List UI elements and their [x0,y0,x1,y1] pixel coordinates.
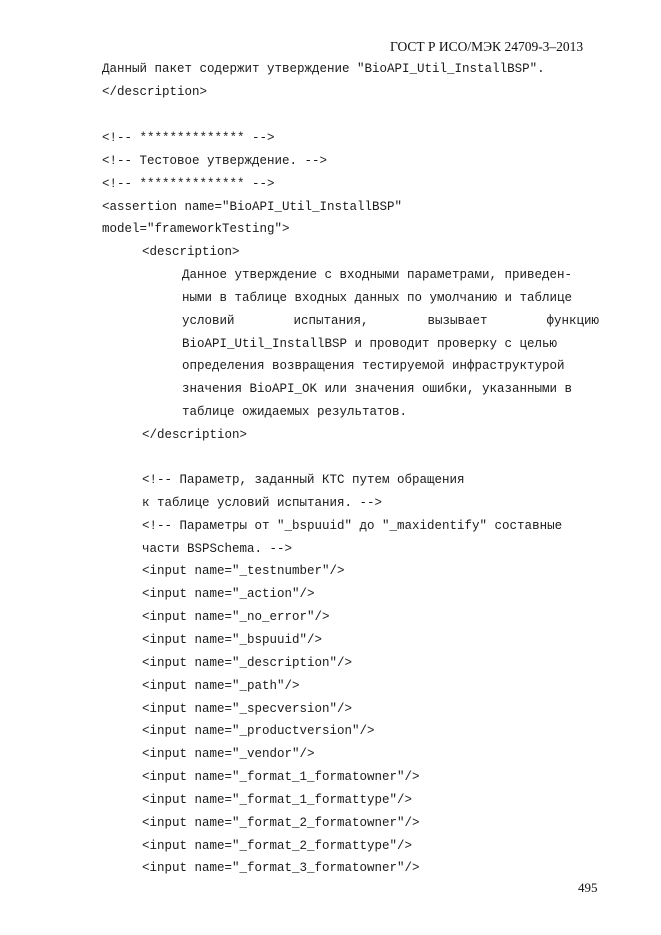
description-text-line: Данное утверждение с входными параметрами, приведен- [182,268,573,282]
code-line: <!-- ************** --> [102,131,275,145]
input-line: <input name="_format_1_formatowner"/> [142,770,420,784]
code-line: <!-- Тестовое утверждение. --> [102,154,328,168]
code-line: </description> [102,85,208,99]
code-line: части BSPSchema. --> [142,542,293,556]
code-line: Данный пакет содержит утверждение "BioAPI_Util_InstallBSP". [102,62,545,76]
word: вызывает [427,314,488,328]
code-line: к таблице условий испытания. --> [142,496,383,510]
description-text-line: определения возвращения тестируемой инфраструктурой [182,359,565,373]
code-line: <!-- Параметр, заданный КТС путем обращения [142,473,465,487]
input-line: <input name="_path"/> [142,679,300,693]
input-line: <input name="_action"/> [142,587,315,601]
input-line: <input name="_testnumber"/> [142,564,345,578]
description-text-line-justified [182,313,599,329]
input-line: <input name="_format_1_formattype"/> [142,793,413,807]
code-line: model="frameworkTesting"> [102,222,290,236]
input-line: <input name="_format_3_formatowner"/> [142,861,420,875]
input-line: <input name="_format_2_formatowner"/> [142,816,420,830]
word: условий [182,314,235,328]
input-line: <input name="_specversion"/> [142,702,353,716]
description-text-line: таблице ожидаемых результатов. [182,405,408,419]
word: функцию [546,314,599,328]
input-line: <input name="_bspuuid"/> [142,633,323,647]
input-line: <input name="_no_error"/> [142,610,330,624]
word: испытания, [293,314,369,328]
description-text-line: значения BioAPI_OK или значения ошибки, указанными в [182,382,573,396]
code-line: <!-- Параметры от "_bspuuid" до "_maxidentify" составные [142,519,563,533]
code-line: </description> [142,428,248,442]
code-line: <assertion name="BioAPI_Util_InstallBSP" [102,200,403,214]
standard-header: ГОСТ Р ИСО/МЭК 24709-3–2013 [390,39,584,54]
input-line: <input name="_productversion"/> [142,724,375,738]
code-line: <!-- ************** --> [102,177,275,191]
page-number: 495 [578,880,598,895]
input-line: <input name="_vendor"/> [142,747,315,761]
code-line: <description> [142,245,240,259]
input-line: <input name="_format_2_formattype"/> [142,839,413,853]
input-line: <input name="_description"/> [142,656,353,670]
description-text-line: BioAPI_Util_InstallBSP и проводит проверку с целью [182,337,558,351]
description-text-line: ными в таблице входных данных по умолчанию и таблице [182,291,573,305]
